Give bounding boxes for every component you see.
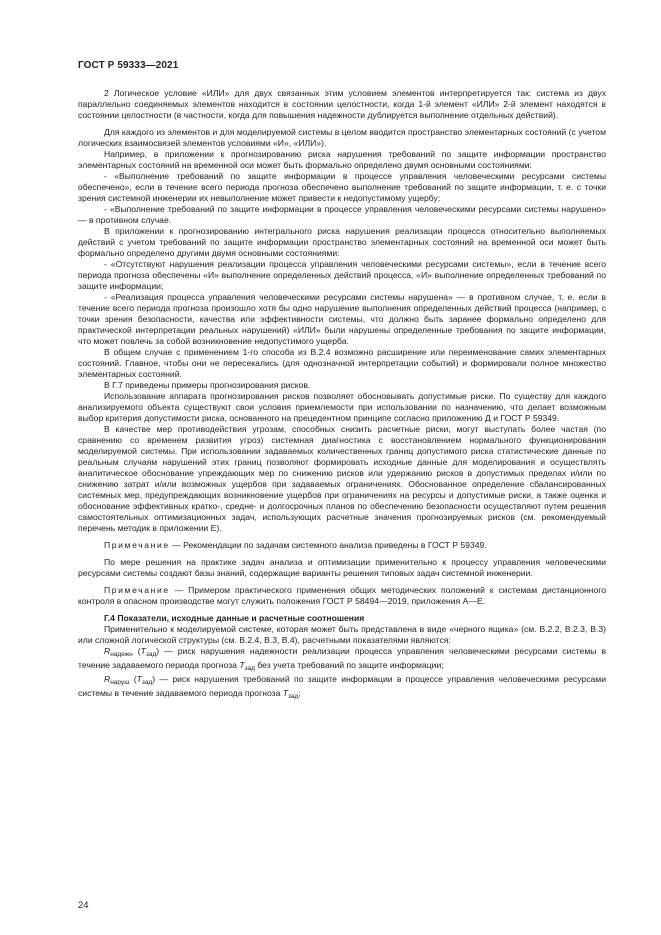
paragraph: В общем случае с применением 1-го способа из В.2.4 возможно расширение или переименование самих элементарных состояний. Главное, чтобы они не пересекались (для однозначной интерпретации событий) и формировали полное множество элементарных состояний. bbox=[78, 347, 606, 379]
symbol-subscript: надежн bbox=[110, 651, 133, 658]
note-label: Примечание bbox=[104, 540, 170, 550]
symbol: R bbox=[104, 674, 111, 684]
note-text: — Рекомендации по задачам системного анализа приведены в ГОСТ Р 59349. bbox=[169, 540, 487, 550]
tail-subscript: зад bbox=[244, 665, 255, 672]
argument-subscript: зад bbox=[145, 651, 157, 658]
note-label: Примечание bbox=[104, 585, 170, 595]
standard-header: ГОСТ Р 59333—2021 bbox=[78, 60, 179, 71]
note bbox=[78, 585, 606, 607]
symbol-subscript: наруш bbox=[110, 679, 130, 686]
page-number: 24 bbox=[78, 900, 89, 911]
section-heading: Г.4 Показатели, исходные данные и расчетные соотношения bbox=[104, 613, 365, 623]
list-item: - «Выполнение требований по защите информации в процессе управления человеческими ресурсами системы обеспечено», если в течение всего периода прогноза обеспечено выполнение требований по защите информации, т. е. с точки зрения системной инженерии их невыполнение может привести к недопустимому ущербу; bbox=[78, 171, 606, 203]
paragraph: Для каждого из элементов и для моделируемой системы в целом вводится пространство элементарных состояний (с учетом логических взаимосвязей элементов условиями «И», «ИЛИ»). bbox=[78, 127, 606, 148]
definition-tail: ; bbox=[298, 688, 301, 698]
note-text: — Примером практического применения общих методических положений к системам дистанционного контроля в опасном производстве могут служить положения ГОСТ Р 58494—2019, приложения А—Е. bbox=[78, 585, 606, 606]
definition-tail: без учета требований по защите информации; bbox=[254, 660, 444, 670]
definition-text: — риск нарушения надежности реализации процесса управления человеческими ресурсами системы в течение задаваемого периода прогноза bbox=[78, 646, 607, 670]
definition-text: — риск нарушения требований по защите информации в процессе управления человеческими ресурсами системы в течение задаваемого периода прогноза bbox=[78, 674, 606, 698]
paragraph: В Г.7 приведены примеры прогнозирования рисков. bbox=[104, 380, 311, 390]
tail-subscript: зад bbox=[288, 693, 299, 700]
paragraph: Применительно к моделируемой системе, которая может быть представлена в виде «черного ящика» (см. В.2.2, В.2.3, В.3) или сложной логической структуры (см. В.2.4, В.3, В.4), расчетными показателями являются: bbox=[78, 624, 606, 645]
paragraph: По мере решения на практике задач анализа и оптимизации применительно к процессу управления человеческими ресурсами системы создают базы знаний, содержащие варианты решения типовых задач системной инженерии. bbox=[78, 557, 606, 578]
tail-symbol: T bbox=[282, 688, 289, 698]
definition-item: $R_{надежн}$ $(T_{зад})$ — риск нарушения надежности реализации процесса управления человеческими ресурсами системы в течение задаваемого периода прогноза $T_{зад}$ без учета требований по защите информации; bbox=[78, 646, 607, 672]
list-item: - «Реализация процесса управления человеческими ресурсами системы нарушена» — в противном случае, т. е. если в течение всего периода прогноза произошло хотя бы одно нарушение выполнения определенных действий процесса (например, с точки зрения безопасности, качества или эффективности системы, что должно быть заранее формально определено для практической интерпретации реальных нарушений) «ИЛИ» были нарушены определенные требования по защите информации, что может повлечь за собой возникновение недопустимого ущерба. bbox=[78, 292, 606, 346]
argument: T bbox=[140, 646, 146, 656]
argument: T bbox=[136, 674, 142, 684]
paragraph: Использование аппарата прогнозирования рисков позволяет обосновывать допустимые риски. По существу для каждого анализируемого объекта существуют свои условия приемлемости при использовании по назначению, что делает возможным выбор критерия допустимости риска, основанного на прецедентном принципе согласно приложению Д и ГОСТ Р 59349. bbox=[78, 391, 606, 423]
symbol: R bbox=[104, 646, 111, 656]
definition-item: $R_{наруш}$ $(T_{зад})$ — риск нарушения требований по защите информации в процессе управления человеческими ресурсами системы в течение задаваемого периода прогноза $T_{зад}$; bbox=[78, 674, 606, 700]
list-item: - «Выполнение требований по защите информации в процессе управления человеческими ресурсами системы нарушено» — в противном случае. bbox=[78, 204, 606, 225]
tail-symbol: T bbox=[239, 660, 245, 670]
list-item: - «Отсутствуют нарушения реализации процесса управления человеческими ресурсами системы», если в течение всего периода прогноза обеспечены «И» выполнение определенных действий процесса, «И» выполнение определенных требований по защите информации; bbox=[78, 259, 606, 291]
paragraph: Например, в приложении к прогнозированию риска нарушения требований по защите информации пространство элементарных состояний на временной оси может быть формально определено двумя основными состояниями: bbox=[78, 149, 606, 170]
argument-subscript: зад bbox=[141, 679, 153, 686]
paragraph: 2 Логическое условие «ИЛИ» для двух связанных этим условием элементов интерпретируется так: система из двух параллельно соединяемых элементов находится в состоянии целостности, когда 1-й элемент «ИЛИ» 2-й элемент находятся в состоянии целостности (в частности, когда для повышения надежности дублируется выполнение отдельных действий). bbox=[78, 88, 606, 120]
paragraph: В приложении к прогнозированию интегрального риска нарушения реализации процесса относительно выполняемых действий с учетом требований по защите информации пространство элементарных состояний на временной оси может быть формально определено другими двумя основными состояниями: bbox=[78, 226, 606, 258]
document-body bbox=[78, 88, 606, 702]
paragraph: В качестве мер противодействия угрозам, способных снизить расчетные риски, могут выступать более частая (по сравнению со временем развития угроз) системная диагностика с восстановлением нормального функционирования моделируемой системы. При использовании задаваемых количественных границ допустимого риска статистические данные по реальным случаям нарушений этих границ позволяют формировать исходные данные для моделирования и осуществлять аналитическое обоснование упреждающих мер по снижению рисков или удержанию рисков в допустимых пределах и/или по снижению затрат и/или возможных ущербов при задаваемых ограничениях. Обоснованное определение сбалансированных системных мер, предупреждающих возникновение ущербов при ограничениях на ресурсы и допустимые риски, а также оценка и обоснование эффективных кратко-, средне- и долгосрочных планов по обеспечению безопасности осуществляют путем решения самостоятельных оптимизационных задач, использующих расчетные значения прогнозируемых рисков (см. рекомендуемый перечень методик в приложении Е). bbox=[78, 424, 606, 533]
note bbox=[78, 540, 606, 551]
